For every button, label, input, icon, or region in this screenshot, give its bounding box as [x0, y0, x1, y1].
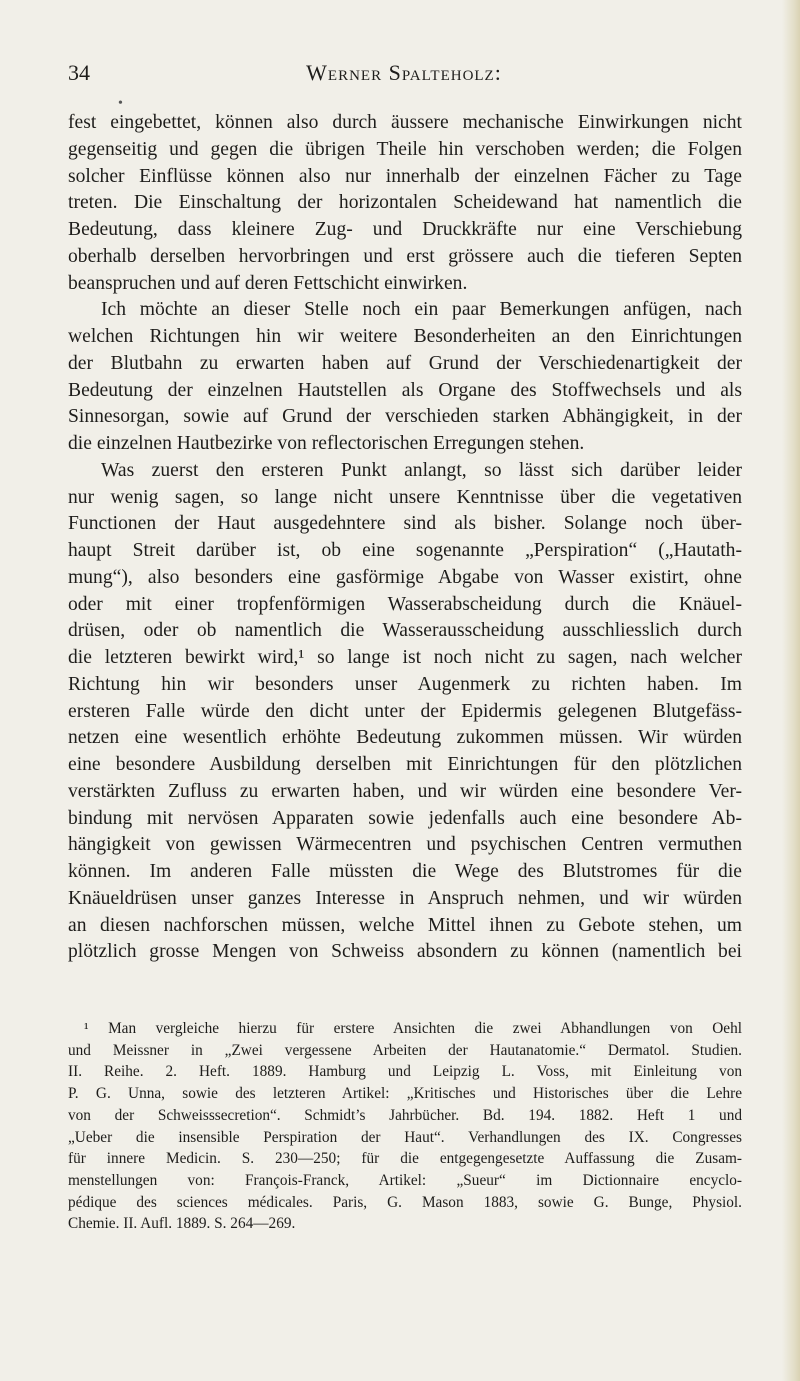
page-header [68, 60, 740, 92]
footnote-line: und Meissner in „Zwei vergessene Arbeiten der Hautanatomie.“ Dermatol. Studien. [68, 1041, 742, 1059]
text-line: mung“), also besonders eine gasförmige Abgabe von Wasser existirt, ohne [68, 566, 742, 588]
text-line: Richtung hin wir besonders unser Augenmerk zu richten haben. Im [68, 673, 742, 695]
text-line: an diesen nachforschen müssen, welche Mittel ihnen zu Gebote stehen, um [68, 914, 742, 936]
footnote-line: P. G. Unna, sowie des letzteren Artikel: „Kritisches und Historisches über die Lehre [68, 1085, 742, 1103]
text-line: die einzelnen Hautbezirke von reflectorischen Erregungen stehen. [68, 433, 585, 454]
text-line: Ich möchte an dieser Stelle noch ein paar Bemerkungen anfügen, nach [101, 299, 742, 321]
text-line: eine besondere Ausbildung derselben mit Einrichtungen für den plötzlichen [68, 754, 742, 775]
text-line: beanspruchen und auf deren Fettschicht einwirken. [68, 272, 468, 294]
text-line: hängigkeit von gewissen Wärmecentren und psychischen Centren vermuthen [68, 834, 742, 856]
text-line: die letzteren bewirkt wird,¹ so lange ist noch nicht zu sagen, nach welcher [68, 647, 742, 668]
text-line: Was zuerst den ersteren Punkt anlangt, so lässt sich darüber leider [101, 459, 742, 481]
text-line: verstärkten Zufluss zu erwarten haben, und wir würden eine besondere Ver- [68, 780, 742, 802]
text-line: ersteren Falle würde den dicht unter der Epidermis gelegenen Blutgefäss- [68, 700, 742, 722]
footnotes [68, 1018, 742, 1235]
footnote-line: II. Reihe. 2. Heft. 1889. Hamburg und Leipzig L. Voss, mit Einleitung von [68, 1063, 742, 1081]
footnote-line: Chemie. II. Aufl. 1889. S. 264—269. [68, 1215, 296, 1233]
text-line: plötzlich grosse Mengen von Schweiss absondern zu können (namentlich bei [68, 941, 742, 963]
footnote-line: „Ueber die insensible Perspiration der Haut“. Verhandlungen des IX. Congresses [68, 1128, 742, 1146]
text-line: treten. Die Einschaltung der horizontalen Scheidewand hat namentlich die [68, 192, 742, 214]
text-line: drüsen, oder ob namentlich die Wasserausscheidung ausschliesslich durch [68, 620, 742, 642]
page-edge-shadow [782, 0, 800, 1381]
footnote-line: ¹ Man vergleiche hierzu für erstere Ansichten die zwei Abhandlungen von Oehl [84, 1020, 742, 1037]
text-line: können. Im anderen Falle müssten die Wege des Blutstromes für die [68, 861, 742, 882]
stray-mark: • [118, 96, 123, 111]
text-line: netzen eine wesentlich erhöhte Bedeutung zukommen müssen. Wir würden [68, 727, 742, 749]
text-line: Bedeutung der einzelnen Hautstellen als Organe des Stoffwechsels und als [68, 379, 742, 401]
page-number: 34 [68, 60, 90, 85]
text-line: Functionen der Haut ausgedehntere sind als bisher. Solange noch über- [68, 513, 742, 535]
text-line: Knäueldrüsen unser ganzes Interesse in Anspruch nehmen, und wir würden [68, 887, 742, 909]
text-line: der Blutbahn zu erwarten haben auf Grund der Verschiedenartigkeit der [68, 352, 742, 374]
text-line: oder mit einer tropfenförmigen Wasserabscheidung durch die Knäuel- [68, 593, 742, 615]
text-line: haupt Streit darüber ist, ob eine sogenannte „Perspiration“ („Hautath- [68, 540, 742, 561]
text-line: Bedeutung, dass kleinere Zug- und Druckkräfte nur eine Verschiebung [68, 219, 742, 240]
body-text [68, 110, 742, 966]
text-line: Sinnesorgan, sowie auf Grund der verschieden starken Abhängigkeit, in der [68, 406, 742, 428]
text-line: fest eingebettet, können also durch äussere mechanische Einwirkungen nicht [68, 112, 742, 133]
text-line: bindung mit nervösen Apparaten sowie jedenfalls auch eine besondere Ab- [68, 807, 742, 829]
text-line: oberhalb derselben hervorbringen und erst grössere auch die tieferen Septen [68, 245, 742, 267]
text-line: gegenseitig und gegen die übrigen Theile hin verschoben werden; die Folgen [68, 138, 742, 160]
footnote-line: pédique des sciences médicales. Paris, G. Mason 1883, sowie G. Bunge, Physiol. [68, 1193, 742, 1211]
footnote-line: menstellungen von: François-Franck, Artikel: „Sueur“ im Dictionnaire encyclo- [68, 1171, 742, 1189]
text-line: welchen Richtungen hin wir weitere Besonderheiten an den Einrichtungen [68, 326, 742, 347]
running-title: Werner Spalteholz: [306, 60, 502, 85]
footnote-line: von der Schweisssecretion“. Schmidt’s Jahrbücher. Bd. 194. 1882. Heft 1 und [68, 1106, 742, 1124]
text-line: nur wenig sagen, so lange nicht unsere Kenntnisse über die vegetativen [68, 486, 742, 508]
text-line: solcher Einflüsse können also nur innerhalb der einzelnen Fächer zu Tage [68, 165, 742, 187]
footnote-line: für innere Medicin. S. 230—250; für die entgegengesetzte Auffassung die Zusam- [68, 1150, 742, 1168]
